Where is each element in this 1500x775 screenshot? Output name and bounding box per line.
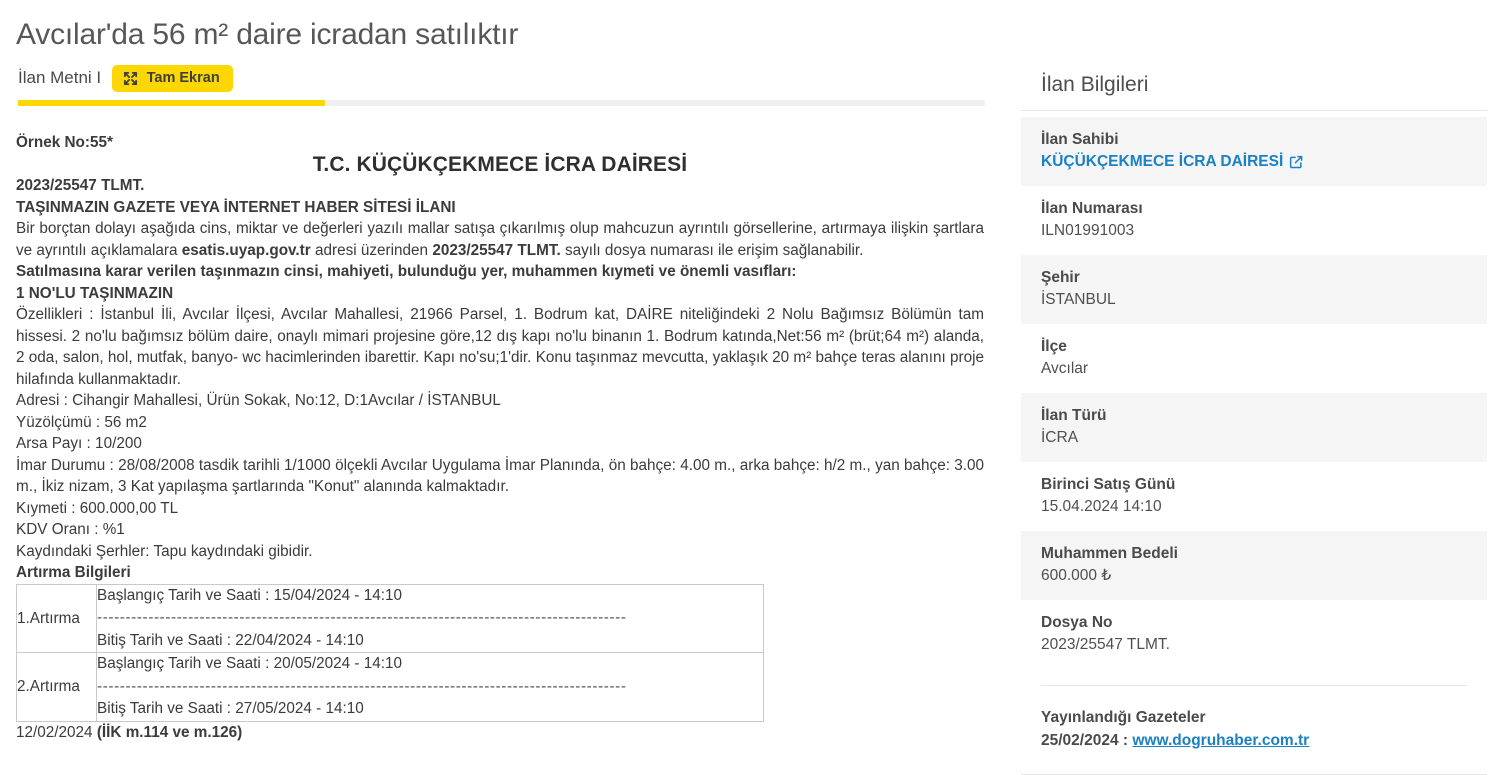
dash-separator: --------------------------------------------------------------------------------------------- — [97, 609, 627, 626]
artirma-label-1: 1.Artırma — [17, 584, 97, 653]
table-row — [17, 584, 764, 653]
artirma-start-2: Başlangıç Tarih ve Saati : 20/05/2024 - 14:10 — [97, 655, 403, 672]
info-value: ILN01991003 — [1041, 222, 1135, 239]
footer-date: 12/02/2024 — [16, 723, 97, 741]
notice-body — [16, 132, 984, 743]
intro-text-2: adresi üzerinden — [310, 241, 433, 259]
info-label: İlçe — [1041, 338, 1067, 355]
arsa-payi: Arsa Payı : 10/200 — [16, 435, 142, 452]
external-link-icon — [1289, 155, 1303, 169]
info-value: 600.000 ₺ — [1041, 567, 1112, 584]
gazete-link[interactable]: www.dogruhaber.com.tr — [1132, 732, 1310, 749]
intro-file-no: 2023/25547 TLMT. — [432, 241, 561, 259]
item-heading: 1 NO'LU TAŞINMAZIN — [16, 284, 174, 302]
gazeteler-section — [1021, 686, 1487, 768]
notice-column — [0, 62, 1000, 775]
imar-durumu: İmar Durumu : 28/08/2008 tasdik tarihli 1/1000 ölçekli Avcılar Uygulama İmar Planında, ön bahçe: 4.00 m., arka bahçe: h/2 m., yan bahçe: 3.00 m., İkiz nizam, 3 Kat yapılaşma şartlarında "Konut" alanında kalmaktadır. — [16, 456, 984, 495]
kdv-orani: KDV Oranı : %1 — [16, 521, 125, 538]
artirma-heading: Artırma Bilgileri — [16, 564, 131, 581]
info-row-sehir — [1021, 255, 1487, 324]
info-row-ilan-numarasi — [1021, 186, 1487, 255]
table-row — [17, 653, 764, 722]
info-row-dosya-no — [1021, 600, 1487, 669]
notice-footer — [16, 722, 984, 744]
gazeteler-label: Yayınlandığı Gazeteler — [1041, 709, 1206, 726]
info-label: Şehir — [1041, 269, 1080, 286]
info-value: Avcılar — [1041, 360, 1089, 377]
page-title: Avcılar'da 56 m² daire icradan satılıktır — [16, 18, 519, 52]
court-title: T.C. KÜÇÜKÇEKMECE İCRA DAİRESİ — [312, 152, 688, 176]
fullscreen-button[interactable] — [112, 65, 233, 92]
ilan-sahibi-link[interactable] — [1041, 151, 1303, 173]
dash-separator: --------------------------------------------------------------------------------------------- — [97, 677, 627, 695]
info-row-ilan-sahibi — [1021, 117, 1487, 186]
tab-ilan-metni[interactable]: İlan Metni I — [18, 68, 102, 87]
info-value: 15.04.2024 14:10 — [1041, 498, 1162, 515]
footer-law-reference: (İİK m.114 ve m.126) — [96, 723, 243, 741]
info-row-muhammen-bedeli — [1021, 531, 1487, 600]
kayit-serhler: Kaydındaki Şerhler: Tapu kaydındaki gibidir. — [16, 542, 313, 560]
info-value: İSTANBUL — [1041, 291, 1116, 308]
notice-heading: TAŞINMAZIN GAZETE VEYA İNTERNET HABER SİTESİ İLANI — [16, 198, 456, 216]
intro-text-1: Bir borçtan dolayı aşağıda cins, miktar ve değerleri yazılı mallar satışa çıkarılmış olup mahcuzun ayrıntılı görsellerine, artırmaya ilişkin şartlara ve ayrıntılı açıklamalara — [16, 220, 984, 259]
artirma-start-1: Başlangıç Tarih ve Saati : 15/04/2024 - 14:10 — [97, 586, 403, 604]
artirma-end-1: Bitiş Tarih ve Saati : 22/04/2024 - 14:10 — [97, 631, 364, 649]
tab-underline-track — [18, 100, 985, 106]
info-value: İCRA — [1041, 429, 1079, 446]
info-label: Dosya No — [1041, 614, 1113, 631]
info-label: İlan Numarası — [1041, 200, 1143, 217]
artirma-dates-2 — [97, 653, 764, 722]
intro-paragraph — [16, 218, 984, 261]
artirma-table — [16, 584, 764, 722]
info-label: Birinci Satış Günü — [1041, 476, 1176, 493]
fullscreen-button-label: Tam Ekran — [146, 69, 220, 86]
ozellikleri: Özellikleri : İstanbul İli, Avcılar İlçesi, Avcılar Mahallesi, 21966 Parsel, 1. Bodrum kat, DAİRE niteliğindeki 2 Nolu Bağımsız Bölümün tam hissesi. 2 no'lu bağımsız bölüm daire, onaylı mimari projesine göre,12 dış kapı no'lu binanın 1. Bodrum katında,Net:56 m² (brüt;64 m²) alanda, 2 oda, salon, hol, mutfak, banyo- wc hacimlerinden ibarettir. Kapı no'su;1'dir. Konu taşınmaz mevcutta, yaklaşık 20 m² bahçe teras alanını proje hilafında kullanmaktadır. — [16, 306, 984, 388]
artirma-label-2: 2.Artırma — [17, 653, 97, 722]
info-row-ilan-turu — [1021, 393, 1487, 462]
info-value: 2023/25547 TLMT. — [1041, 636, 1170, 653]
adresi: Adresi : Cihangir Mahallesi, Ürün Sokak, No:12, D:1Avcılar / İSTANBUL — [16, 392, 501, 409]
info-label: İlan Türü — [1041, 407, 1107, 424]
artirma-end-2: Bitiş Tarih ve Saati : 27/05/2024 - 14:10 — [97, 700, 364, 717]
sidebar-title: İlan Bilgileri — [1041, 73, 1149, 96]
ornek-no: Örnek No:55* — [16, 134, 113, 151]
intro-text-3: sayılı dosya numarası ile erişim sağlanabilir. — [560, 241, 864, 259]
yuzolcumu: Yüzölçümü : 56 m2 — [16, 413, 147, 431]
ilan-bilgileri-panel — [1021, 62, 1487, 775]
gazeteler-entry — [1041, 729, 1467, 752]
info-value: KÜÇÜKÇEKMECE İCRA DAİRESİ — [1041, 153, 1284, 170]
sidebar-divider — [1021, 110, 1487, 111]
info-row-birinci-satis-gunu — [1021, 462, 1487, 531]
tab-underline-active — [18, 100, 325, 106]
tab-bar — [0, 62, 1000, 104]
gazete-date: 25/02/2024 : — [1041, 732, 1133, 749]
esatis-link[interactable]: esatis.uyap.gov.tr — [181, 241, 311, 259]
info-row-ilce — [1021, 324, 1487, 393]
kiymeti: Kıymeti : 600.000,00 TL — [16, 499, 179, 517]
file-no: 2023/25547 TLMT. — [16, 177, 145, 194]
info-label: Muhammen Bedeli — [1041, 545, 1178, 562]
info-label: İlan Sahibi — [1041, 131, 1119, 148]
expand-arrows-icon — [123, 71, 138, 86]
artirma-dates-1 — [97, 584, 764, 653]
sale-heading: Satılmasına karar verilen taşınmazın cinsi, mahiyeti, bulunduğu yer, muhammen kıymeti ve önemli vasıfları: — [16, 263, 797, 280]
